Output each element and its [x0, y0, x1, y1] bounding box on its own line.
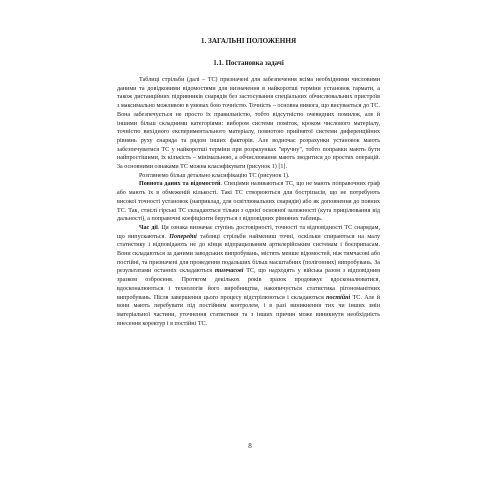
term-permanent: постійні: [326, 294, 351, 301]
paragraph-4-text-a: . Ця ознака визначає ступінь достовірності, точності та відповідності ТС снарядам, що випускаються.: [117, 224, 380, 240]
paragraph-3: [117, 180, 380, 224]
term-temporary: тимчасові: [214, 268, 244, 275]
paragraph-2: Розглянемо більш детально класифікацію ТС (рисунок 1).: [139, 172, 290, 179]
subsection-heading: 1.1. Постановка задачі: [213, 59, 284, 67]
paragraph-1: Таблиці стрільби (далі – ТС) призначені для забезпечення всіма необхідними числовими даними та довідковими відомостями для визначення в найкоротші терміни установок гармати, а також дистанційних підривників снарядів без застосування спеціальних обчислювальних пристроїв з максимально можливою в умовах бою точністю. Точність – основна вимога, що висувається до ТС. Вона забезпечується не просто їх правильністю, тобто відсутністю очевидних помилок, але й іншими більш складними категоріями: вибором системи поміток, кроком числового матеріалу, точністю вихідного експериментального матеріалу, повнотою прийнятої системи диференційних рівнянь руху снаряда та рядом інших факторів. Але водночас розрахунки установок мають забезпечуватися ТС у найкоротші терміни при розрахунках "вручну", тобто поправки мають бути найпростішими, їх кількість – мінімальною, а обчислювання мають зводитися до простих операцій. За основними ознаками ТС можна класифікувати (рисунок 1) [1].: [117, 77, 380, 171]
term-completeness: Повнота даних та відомостей: [139, 181, 221, 188]
paragraph-4-text-d: ТС. Але й вони мають перебувати під постійним контролем, і в разі виникнення тих чи інших змін матеріальної частини, уточнення статистики та з інших причин може виникнути необхідність внесення коректур і в постійні ТС.: [117, 294, 380, 327]
page-number: 8: [248, 442, 252, 450]
paragraph-4-text-b: таблиці стрільби наймениш точні, оскільки спираються на малу статистику і відповідають не до кінця відпрацьованим артилерійським системам і боєприпасам. Вони складаються за даними заводських випробувань, містять менше відомостей, ніж тимчасові або постійні, та призначені для проведення подальших більш масштабних (полігонних) випробувань. За результатами останніх складаються: [117, 233, 380, 275]
term-preliminary: Попередні: [169, 233, 197, 240]
paragraph-3-text: . Спеціями називаються ТС, що не мають поправочних граф або мають їх в обмеженій кількості. Такі ТС створюються для бостріпасів, що не потребують високої точності установок (наприклад, для освітлювальних снарядів) або як доповнення до повних ТС. Так, стислі гірські ТС складаються тільки з однієї основної залежності (кута прицілювання від дальності), а поправочні коефіцієнти беруться з відповідних рівняних таблиць.: [117, 181, 381, 223]
section-heading: 1. ЗАГАЛЬНІ ПОЛОЖЕННЯ: [200, 37, 297, 45]
term-validity: Час дії: [139, 224, 158, 231]
paragraph-4-text-c: ТС, що надходять у війська разом з відповідним зразком озброєння. Протягом декількох років зразок продовжує вдосконалюватися, вдосконалюються і технологія його виробництва, накопичується статистика рігономанітних випробувань. Після завершення цього процесу відстрілюються і складаються: [117, 268, 380, 301]
paragraph-4: [117, 224, 380, 328]
